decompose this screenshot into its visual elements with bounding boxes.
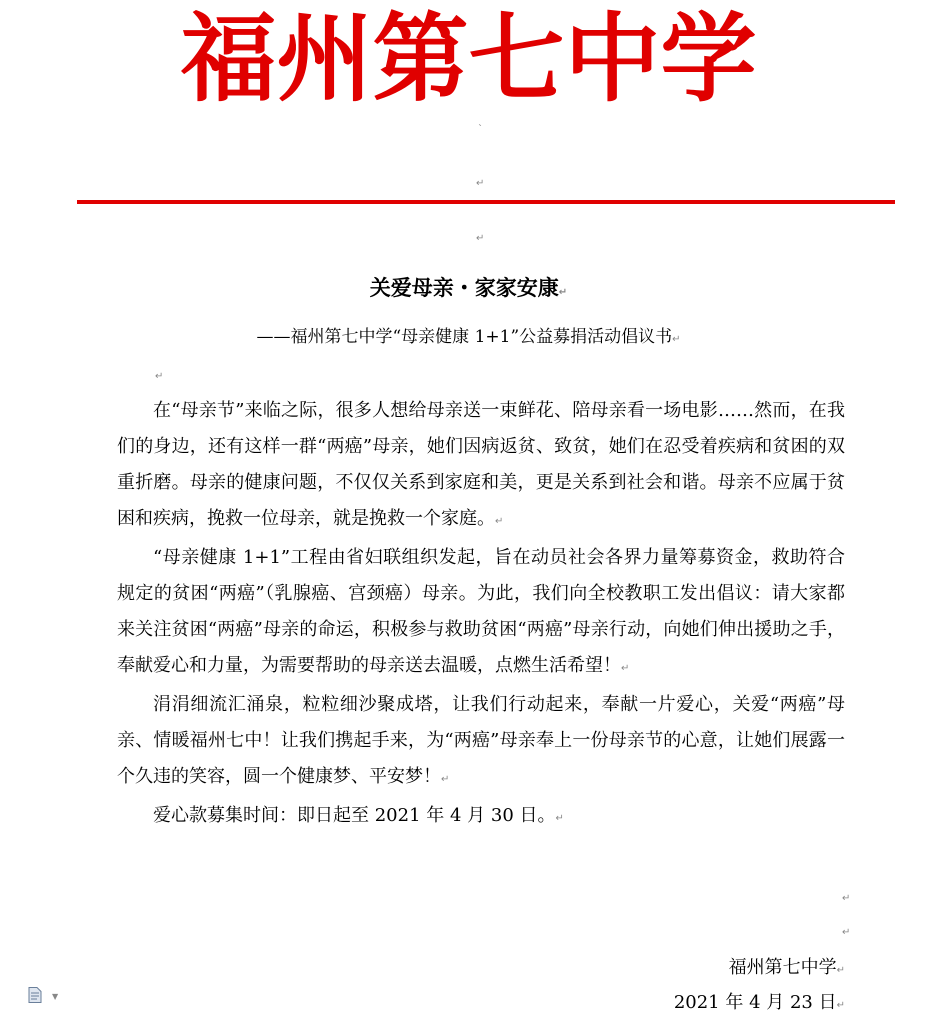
body-paragraph bbox=[117, 798, 845, 837]
paragraph-mark: ↵ bbox=[836, 965, 845, 976]
paragraph-mark: ↵ bbox=[476, 233, 485, 244]
paragraph-mark: ↵ bbox=[842, 927, 851, 938]
paragraph-mark: ↵ bbox=[621, 663, 630, 674]
document-subtitle-text: ——福州第七中学“母亲健康 1+1”公益募捐活动倡议书 bbox=[256, 327, 673, 347]
paragraph-mark: ↵ bbox=[441, 774, 450, 785]
document-title bbox=[0, 272, 937, 302]
body-paragraph bbox=[117, 393, 845, 540]
signature-date bbox=[674, 988, 845, 1014]
caret-mark: ˋ bbox=[478, 124, 483, 135]
paragraph-mark: ↵ bbox=[495, 516, 504, 527]
paragraph-mark: ↵ bbox=[842, 893, 851, 904]
body-paragraph-text: 涓涓细流汇涌泉，粒粒细沙聚成塔，让我们行动起来，奉献一片爱心，关爱“两癌”母亲、情暖福州七中！让我们携起手来，为“两癌”母亲奉上一份母亲节的心意，让她们展露一个久违的笑容，圆一个健康梦、平安梦！ bbox=[117, 694, 845, 787]
body-paragraph bbox=[117, 687, 845, 798]
chevron-down-icon[interactable]: ▼ bbox=[52, 992, 59, 1001]
body-paragraph-text: 爱心款募集时间：即日起至 2021 年 4 月 30 日。 bbox=[153, 805, 556, 826]
document-body bbox=[117, 393, 845, 837]
paragraph-mark: ↵ bbox=[836, 1000, 845, 1011]
signature bbox=[729, 953, 845, 979]
signature-date-text: 2021 年 4 月 23 日 bbox=[673, 992, 837, 1013]
paragraph-mark: ↵ bbox=[476, 178, 485, 189]
document-icon[interactable] bbox=[28, 987, 42, 1003]
paragraph-mark: ↵ bbox=[672, 334, 681, 345]
body-paragraph-text: 在“母亲节”来临之际，很多人想给母亲送一束鲜花、陪母亲看一场电影……然而，在我们的身边，还有这样一群“两癌”母亲，她们因病返贫、致贫，她们在忍受着疾病和贫困的双重折磨。母亲的健康问题，不仅仅关系到家庭和美，更是关系到社会和谐。母亲不应属于贫困和疾病，挽救一位母亲，就是挽救一个家庭。 bbox=[117, 400, 845, 529]
paragraph-mark: ↵ bbox=[155, 371, 164, 382]
paragraph-mark: ↵ bbox=[555, 813, 564, 824]
document-subtitle bbox=[0, 322, 937, 347]
document-title-text: 关爱母亲・家家安康 bbox=[369, 276, 559, 300]
body-paragraph bbox=[117, 540, 845, 687]
header-divider bbox=[77, 200, 895, 204]
header-school-name: 福州第七中学 bbox=[180, 2, 757, 115]
body-paragraph-text: “母亲健康 1+1”工程由省妇联组织发起，旨在动员社会各界力量筹募资金，救助符合规定的贫困“两癌”（乳腺癌、宫颈癌）母亲。为此，我们向全校教职工发出倡议：请大家都来关注贫困“两癌”母亲的命运，积极参与救助贫困“两癌”母亲行动，向她们伸出援助之手，奉献爱心和力量，为需要帮助的母亲送去温暖，点燃生活希望！ bbox=[117, 547, 845, 676]
signature-text: 福州第七中学 bbox=[728, 957, 837, 978]
paragraph-mark: ↵ bbox=[558, 287, 568, 298]
